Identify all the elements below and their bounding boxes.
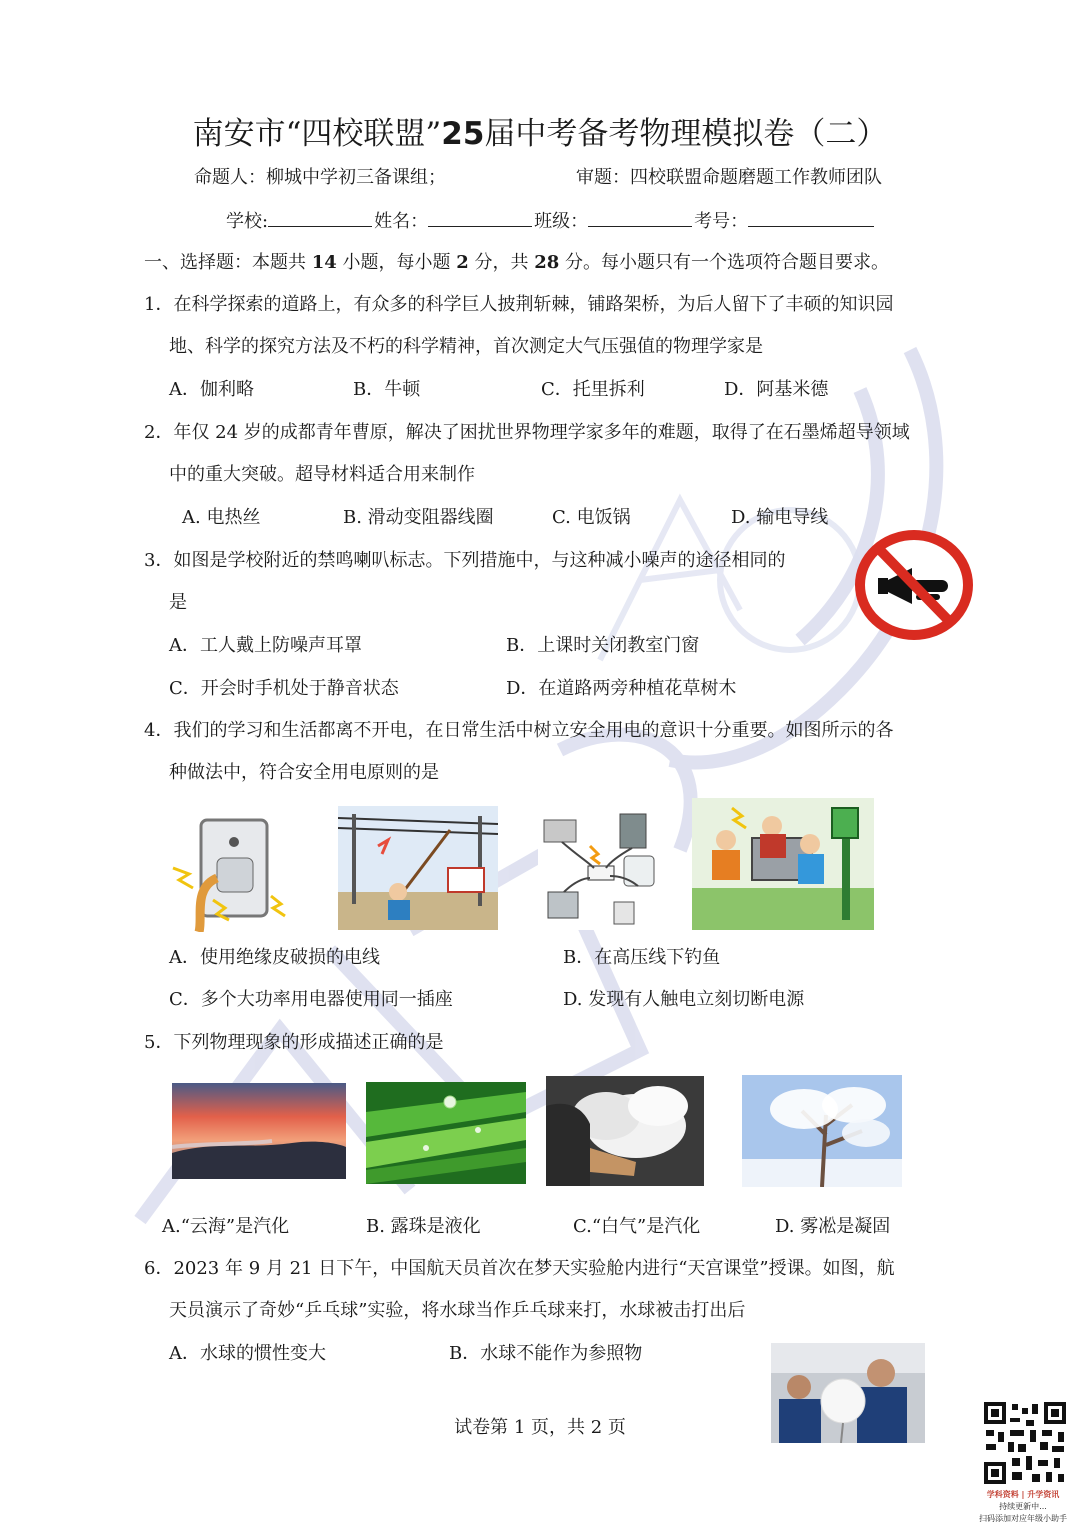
dewdrop-photo: [366, 1082, 526, 1184]
info-fields: [226, 208, 874, 234]
reviewer-line: 审题：四校联盟命题磨题工作教师团队: [576, 167, 882, 188]
q6-stem-line2: 天员演示了奇妙“乒乓球”实验，将水球当作乒乓球来打，水球被击打出后: [169, 1300, 746, 1321]
q4-option-b[interactable]: B．在高压线下钓鱼: [563, 947, 721, 968]
watermark-o-letter: [720, 510, 860, 650]
sea-of-clouds-photo: [172, 1083, 346, 1179]
rime-tree-photo: [742, 1075, 902, 1187]
qr-code-icon[interactable]: [982, 1400, 1068, 1486]
section-heading: 一、选择题：本题共 14 小题，每小题 2 分，共 28 分。每小题只有一个选项符合题目要求。: [144, 252, 890, 273]
kettle-steam-photo: [546, 1076, 704, 1186]
qr-caption-line2: 持续更新中...: [999, 1502, 1047, 1511]
q3-option-a[interactable]: A．工人戴上防噪声耳罩: [169, 635, 362, 656]
q3-stem-line1: 3．如图是学校附近的禁鸣喇叭标志。下列措施中，与这种减小噪声的途径相同的: [144, 550, 786, 571]
overloaded-socket-illustration: [538, 806, 662, 930]
q2-option-d[interactable]: D. 输电导线: [731, 507, 829, 528]
q2-option-b[interactable]: B. 滑动变阻器线圈: [343, 507, 494, 528]
q6-stem-line1: 6．2023 年 9 月 21 日下午，中国航天员首次在梦天实验舱内进行“天宫课堂”授课。如图，航: [144, 1258, 895, 1279]
damaged-plug-illustration: [163, 808, 289, 932]
school-field[interactable]: [268, 208, 372, 227]
q3-option-d[interactable]: D．在道路两旁种植花草树木: [506, 678, 737, 699]
q1-option-a[interactable]: A．伽利略: [169, 379, 254, 400]
q5-option-d[interactable]: D. 雾凇是凝固: [775, 1216, 891, 1237]
page-footer: 试卷第 1 页，共 2 页: [454, 1417, 626, 1438]
q5-stem: 5．下列物理现象的形成描述正确的是: [144, 1032, 444, 1053]
q3-stem-line2: 是: [169, 592, 187, 613]
q1-option-b[interactable]: B．牛顿: [353, 379, 421, 400]
q2-option-a[interactable]: A. 电热丝: [182, 507, 261, 528]
q3-option-c[interactable]: C．开会时手机处于静音状态: [169, 678, 399, 699]
qr-caption-line1: 学科资料 | 升学资讯: [986, 1490, 1060, 1499]
q1-stem-line1: 1．在科学探索的道路上，有众多的科学巨人披荆斩棘，铺路架桥，为后人留下了丰硕的知识园: [144, 294, 894, 315]
q5-option-b[interactable]: B. 露珠是液化: [366, 1216, 481, 1237]
exam-title: [0, 112, 1080, 156]
q1-stem-line2: 地、科学的探究方法及不朽的科学精神，首次测定大气压强值的物理学家是: [169, 336, 763, 357]
name-label: 姓名：: [374, 211, 429, 232]
q5-option-a[interactable]: A.“云海”是汽化: [162, 1216, 290, 1237]
school-label: 学校:: [226, 211, 269, 232]
q3-option-b[interactable]: B．上课时关闭教室门窗: [506, 635, 700, 656]
id-field[interactable]: [748, 208, 874, 227]
cut-power-rescue-illustration: [692, 798, 874, 930]
q2-stem-line1: 2．年仅 24 岁的成都青年曹原，解决了困扰世界物理学家多年的难题，取得了在石墨烯超导领域: [144, 422, 910, 443]
class-field[interactable]: [588, 208, 692, 227]
author-line: 命题人：柳城中学初三备课组；: [194, 167, 446, 188]
q2-option-c[interactable]: C. 电饭锅: [552, 507, 631, 528]
qr-caption-line3: 扫码添加对应年级小助手: [979, 1514, 1067, 1523]
class-label: 班级：: [534, 211, 589, 232]
q6-option-b[interactable]: B．水球不能作为参照物: [449, 1343, 643, 1364]
q4-option-c[interactable]: C．多个大功率用电器使用同一插座: [169, 989, 453, 1010]
id-label: 考号：: [694, 211, 749, 232]
title-prefix: 南安市“四校联盟”: [192, 116, 442, 152]
title-suffix: 届中考备考物理模拟卷（二）: [484, 116, 888, 152]
fishing-under-powerline-illustration: [338, 806, 498, 930]
q5-option-c[interactable]: C.“白气”是汽化: [573, 1216, 701, 1237]
name-field[interactable]: [428, 208, 532, 227]
no-horn-sign-icon: [852, 528, 976, 642]
q4-option-a[interactable]: A．使用绝缘皮破损的电线: [169, 947, 380, 968]
title-number: 25: [441, 116, 485, 152]
q4-option-d[interactable]: D. 发现有人触电立刻切断电源: [563, 989, 805, 1010]
q1-option-c[interactable]: C．托里拆利: [541, 379, 645, 400]
q6-option-a[interactable]: A．水球的惯性变大: [169, 1343, 326, 1364]
q2-stem-line2: 中的重大突破。超导材料适合用来制作: [169, 464, 475, 485]
q4-stem-line1: 4．我们的学习和生活都离不开电，在日常生活中树立安全用电的意识十分重要。如图所示的各: [144, 720, 894, 741]
q4-stem-line2: 种做法中，符合安全用电原则的是: [169, 762, 439, 783]
q1-option-d[interactable]: D．阿基米德: [724, 379, 829, 400]
